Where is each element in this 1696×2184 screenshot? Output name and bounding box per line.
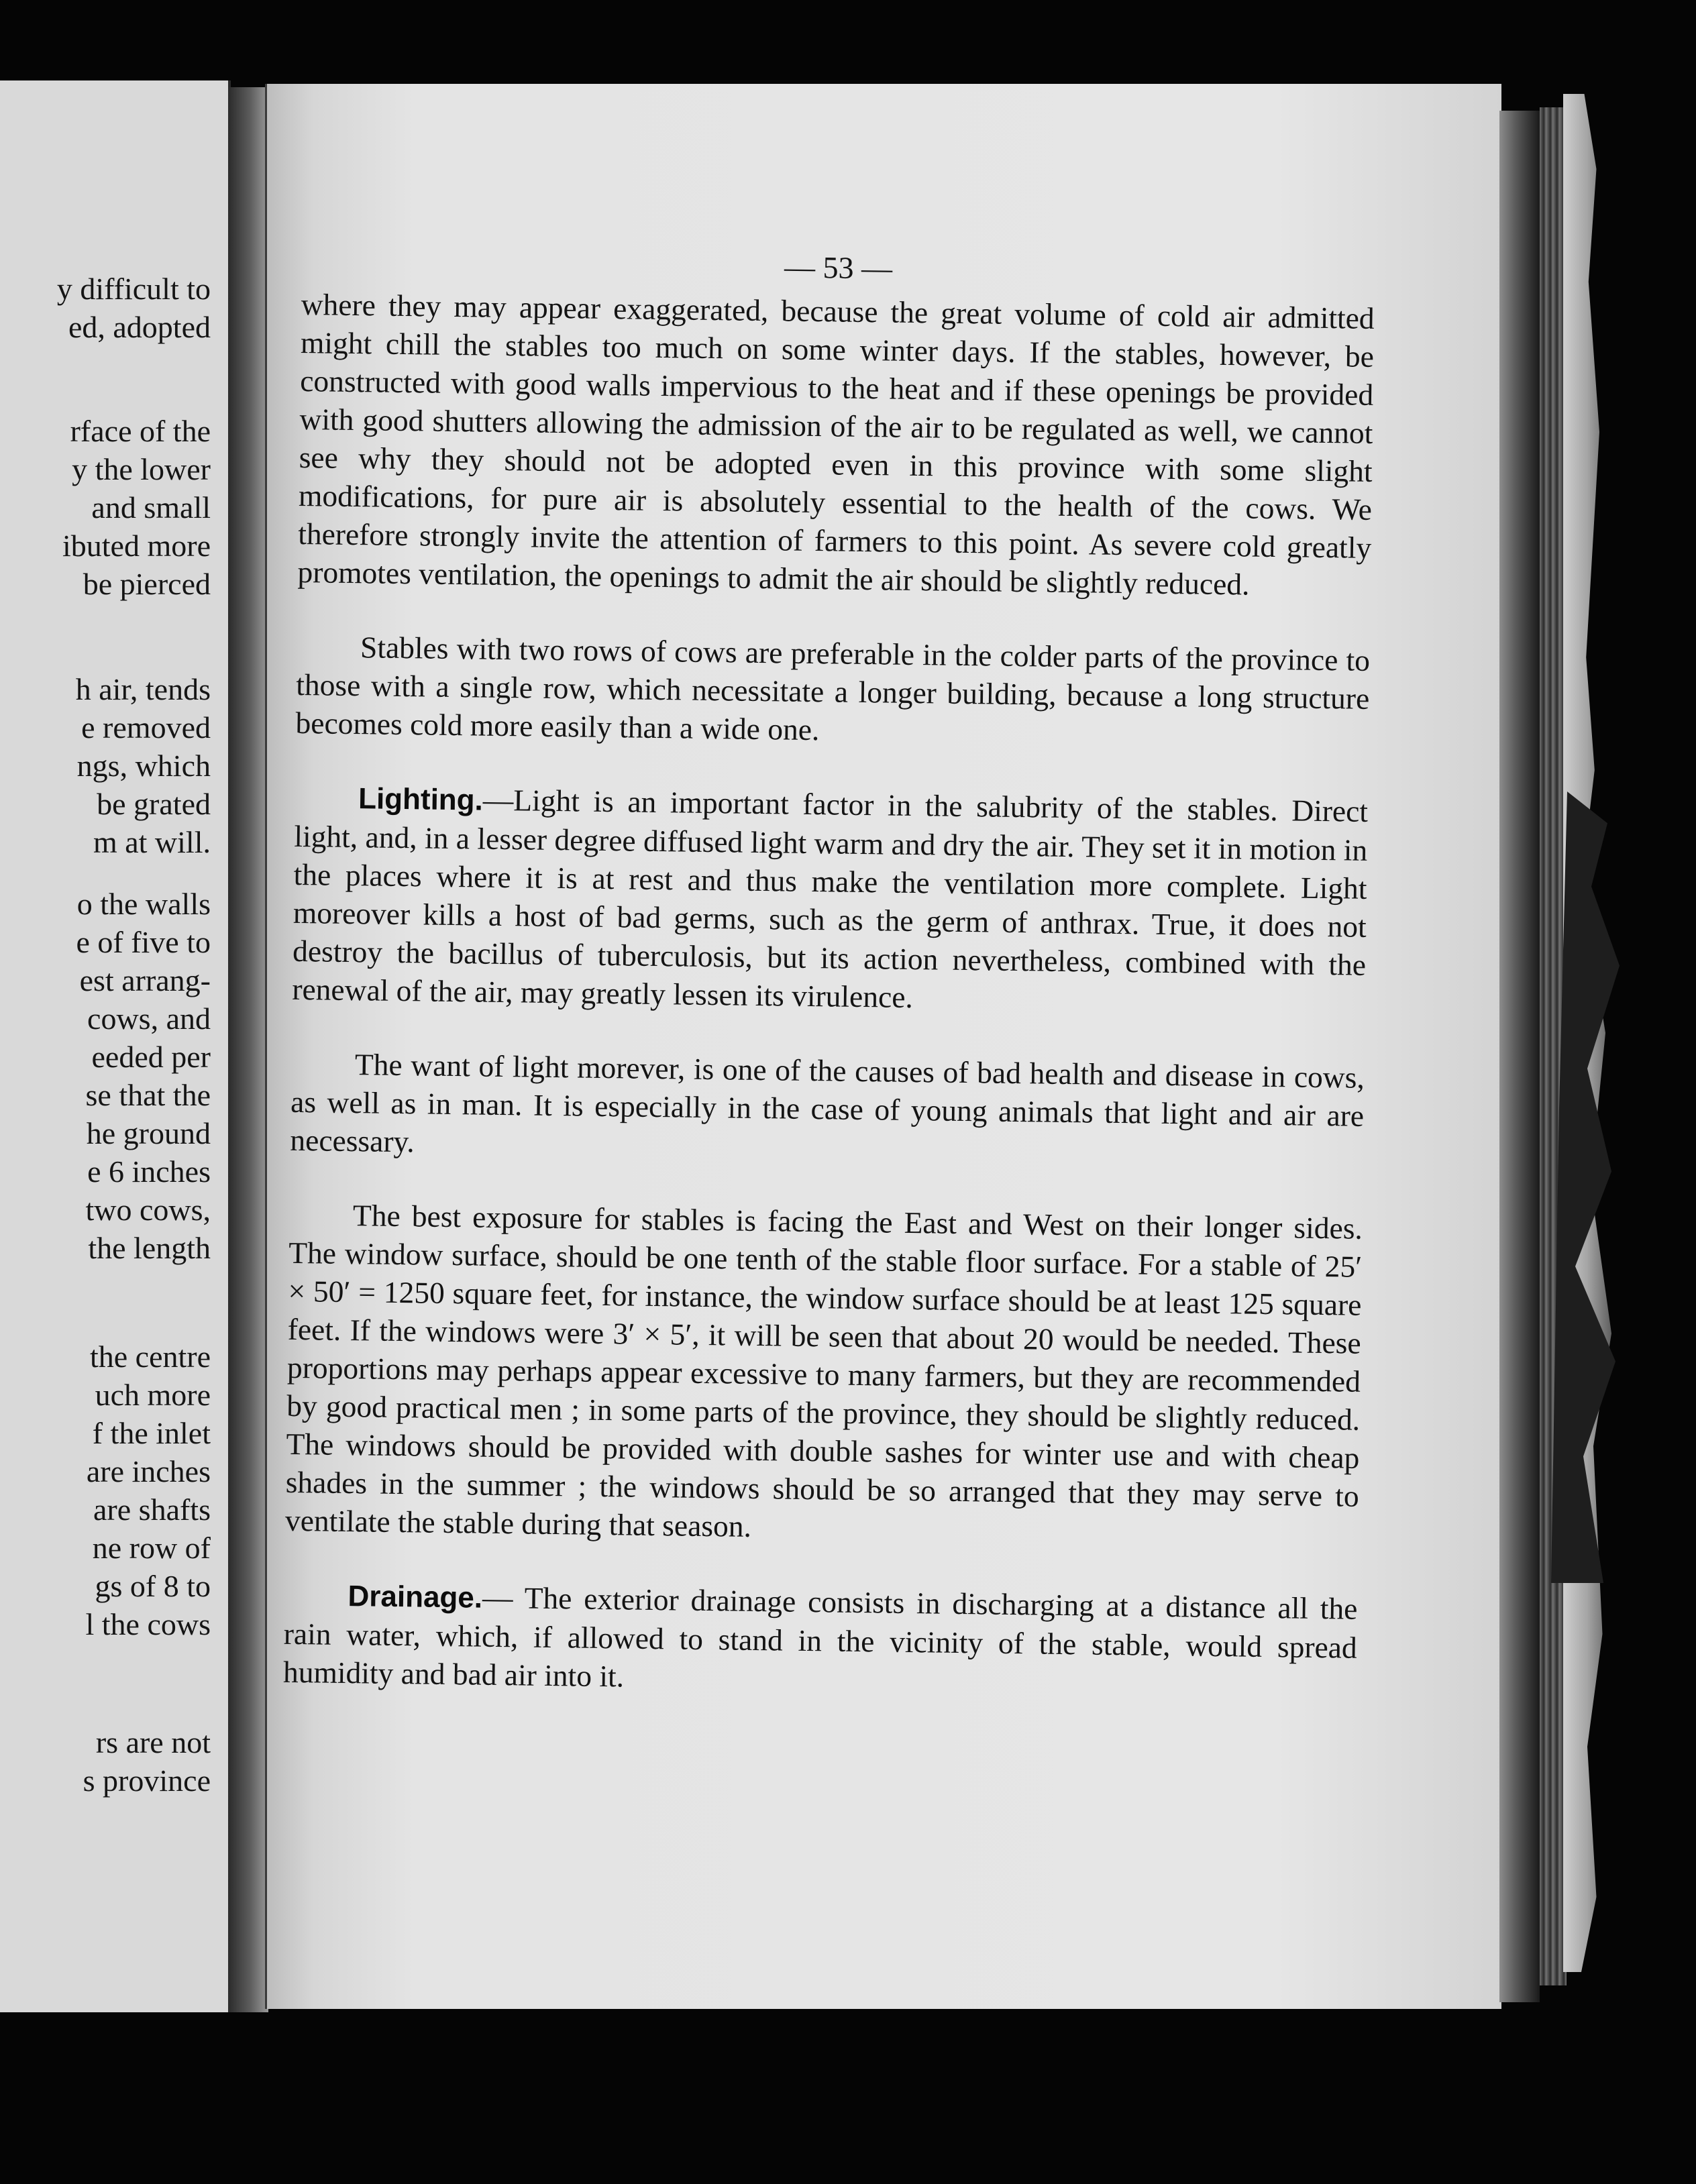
left-page-fragment: be pierced [83,567,211,601]
left-page-fragment: y the lower [72,452,211,486]
left-page-fragment: e 6 inches [87,1154,211,1189]
lighting-text: —Light is an important factor in the salubrity of the stables. Direct light, and, in a lesser degree diffused light warm and dry the air. They set it in motion in the places where it is at rest and thus make the ventilation more complete. Light moreover kills a host of bad germs, such as the germ of anthrax. True, it does not destroy the bacillus of tuberculosis, but its action nevertheless, combined with the renewal of the air, may greatly lessen its virulence. [292,782,1369,1015]
left-page-fragment: s province [83,1763,211,1798]
page-number: — 53 — [784,250,893,286]
left-page-fragment: y difficult to [56,272,211,306]
left-page-fragment: are inches [86,1454,211,1488]
text-column [283,241,1375,1705]
left-page-fragment: est arrang- [79,963,211,997]
page-edge-shadow [1499,111,1540,2002]
left-page-fragment: are shafts [93,1492,211,1527]
left-page-fragment: e of five to [76,925,211,959]
left-page-fragment: l the cows [85,1607,211,1641]
book-gutter [228,87,268,2012]
left-page-fragment: the length [88,1231,211,1265]
drainage-text: — The exterior drainage consists in discharging at a distance all the rain water, which, if allowed to stand in the vicinity of the stable, would spread humidity and bad air into it. [282,1580,1358,1694]
left-page-fragment: cows, and [87,1001,211,1036]
left-page-fragment: rs are not [95,1725,211,1759]
left-page-fragment: ibuted more [62,529,211,563]
paragraph-want-of-light: The want of light morever, is one of the causes of bad health and disease in cows, as well as in man. It is especially in the case of young animals that light and air are necessary. [290,1047,1365,1159]
paragraph-ventilation-continued: where they may appear exaggerated, because the great volume of cold air admitted might chill the stables too much on some winter days. If the stables, however, be constructed with good walls impervious to the heat and if these openings be provided with good shutters allowing the admission of the air to be regulated as well, we cannot see why they should not be adopted even in this province with some slight modifications, for pure air is absolutely essential to the health of the cows. We therefore strongly invite the attention of farmers to this point. As severe cold greatly promotes ventilation, the openings to admit the air should be slightly reduced. [297,286,1375,602]
left-page-fragment: gs of 8 to [95,1569,211,1603]
paragraph-exposure: The best exposure for stables is facing the East and West on their longer sides. The window surface, should be one tenth of the stable floor surface. For a stable of 25′ × 50′ = 1250 square feet, for instance, the window surface should be at least 125 square feet. If the windows were 3′ × 5′, it will be seen that about 20 would be needed. These proportions may perhaps appear excessive to many farmers, but they are recommended by good practical men ; in some parts of the province, they should be slightly reduced. The windows should be provided with double sashes for winter use and with cheap shades in the summer ; the windows should be so arranged that they may serve to ventilate the stable during that season. [284,1198,1363,1543]
left-page-fragment: the centre [89,1340,211,1374]
left-page-fragment: he ground [86,1116,211,1150]
left-page-fragment: ngs, which [76,749,211,783]
left-page-fragment: e removed [81,710,211,745]
left-page-fragment: f the inlet [92,1416,211,1450]
section-heading-lighting: Lighting. [358,782,484,817]
left-page-fragment: m at will. [93,825,211,859]
left-page-fragment: eeded per [91,1040,211,1074]
left-page-fragment: h air, tends [75,672,211,706]
left-page-fragment: uch more [95,1378,211,1412]
left-page-fragment: be grated [97,787,211,821]
paragraph-drainage [283,1576,1358,1705]
paragraph-two-rows: Stables with two rows of cows are preferable in the colder parts of the province to those with a single row, which necessitate a longer building, because a long structure becomes cold more easily than a wide one. [295,630,1371,747]
left-page-fragment: rface of the [70,414,211,448]
left-page-fragment: and small [91,490,211,525]
left-page [0,80,231,2012]
paragraph-lighting [292,778,1368,1022]
left-page-fragment: o the walls [76,887,211,921]
section-heading-drainage: Drainage. [348,1580,483,1615]
left-page-fragment: ed, adopted [68,310,211,344]
left-page-fragment: ne row of [92,1531,211,1565]
left-page-fragment: two cows, [85,1193,211,1227]
left-page-fragment: se that the [85,1078,211,1112]
